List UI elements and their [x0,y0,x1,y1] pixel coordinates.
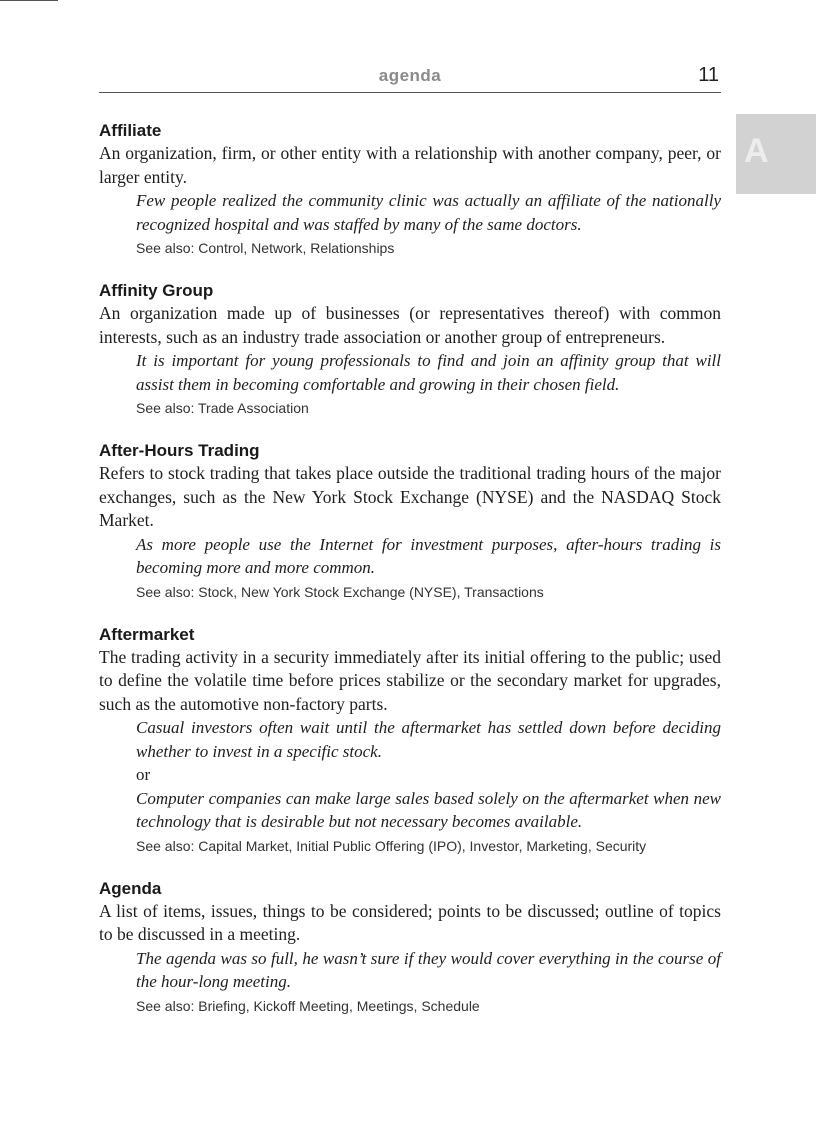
thumb-index-letter: A [744,132,769,170]
entry-term: Agenda [99,878,162,898]
crop-mark [0,0,58,1]
entry-term: Affinity Group [99,281,214,300]
entry-see-also: See also: Control, Network, Relationships [136,240,395,256]
entry-term: Aftermarket [99,624,195,644]
entry-example: It is important for young professionals to find and join an affinity group that will assist them in becoming comfortable and growing in their chosen field. [136,351,721,394]
entry-definition: An organization, firm, or other entity with a relationship with another company, peer, or larger entity. [99,143,721,187]
page-number: 11 [698,64,719,86]
entry-see-also: See also: Briefing, Kickoff Meeting, Meetings, Schedule [136,997,480,1014]
entry-connector: or [136,765,151,784]
entry-see-also: See also: Capital Market, Initial Public Offering (IPO), Investor, Marketing, Security [136,837,647,854]
entry-see-also: See also: Trade Association [136,400,309,416]
thumb-index-tab [736,114,816,194]
entry-example: As more people use the Internet for investment purposes, after-hours trading is becoming more and more common. [136,534,721,577]
entry-example: Casual investors often wait until the aftermarket has settled down before deciding whether to invest in a specific stock. [136,718,721,761]
entry-definition: Refers to stock trading that takes place outside the traditional trading hours of the major exchanges, such as the New York Stock Exchange (NYSE) and the NASDAQ Stock Market. [99,463,721,530]
glossary-content [99,120,721,1038]
entry-definition: An organization made up of businesses (or representatives thereof) with common interests, such as an industry trade association or another group of entrepreneurs. [99,303,721,347]
entry-agenda [99,878,721,1017]
entry-term: After-Hours Trading [99,441,260,460]
entry-affiliate [99,120,721,259]
entry-example: Few people realized the community clinic was actually an affiliate of the nationally recognized hospital and was staffed by many of the same doctors. [136,191,721,234]
entry-affinity-group [99,280,721,419]
entry-aftermarket [99,624,721,857]
entry-definition: A list of items, issues, things to be considered; points to be discussed; outline of topics to be discussed in a meeting. [99,900,721,944]
entry-example: Computer companies can make large sales based solely on the aftermarket when new technology that is desirable but not necessary becomes available. [136,788,721,831]
entry-term: Affiliate [99,121,162,140]
entry-see-also: See also: Stock, New York Stock Exchange (NYSE), Transactions [136,583,544,600]
entry-after-hours-trading [99,440,721,603]
page-header [99,62,721,93]
running-head: agenda [378,66,442,85]
entry-example: The agenda was so full, he wasn’t sure if they would cover everything in the course of the hour-long meeting. [136,948,721,991]
entry-definition: The trading activity in a security immediately after its initial offering to the public; used to define the volatile time before prices stabilize or the secondary market for upgrades, such as the automotive non-factory parts. [99,646,721,714]
